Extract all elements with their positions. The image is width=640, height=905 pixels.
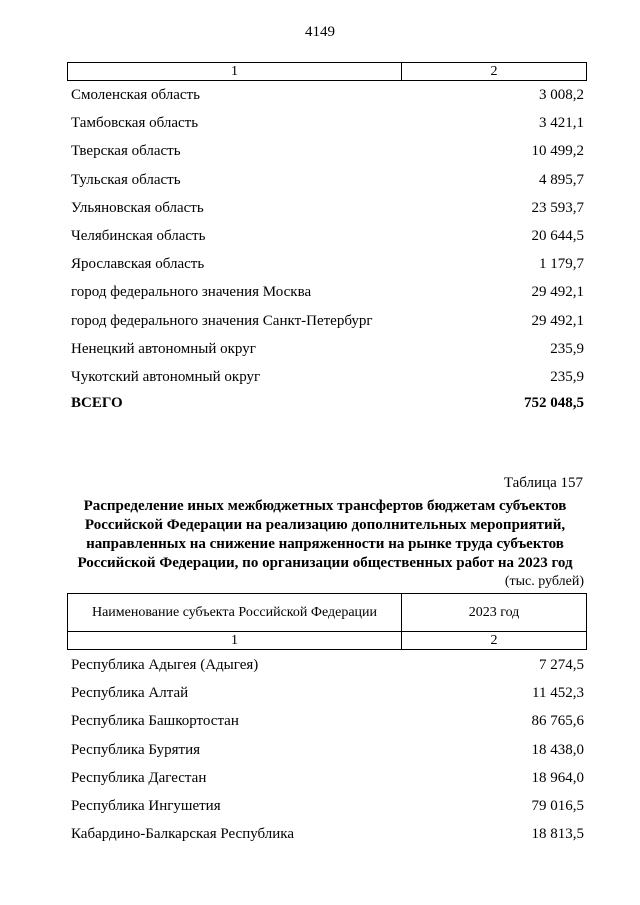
row-value: 23 593,7	[531, 199, 584, 216]
table-row	[71, 824, 584, 852]
row-value: 11 452,3	[532, 685, 584, 702]
row-name: Ненецкий автономный округ	[71, 340, 256, 357]
row-value: 29 492,1	[531, 312, 584, 329]
row-name: Республика Алтай	[71, 685, 189, 702]
row-name: Ярославская область	[71, 256, 205, 273]
row-value: 235,9	[550, 368, 584, 385]
row-name: Ульяновская область	[71, 199, 204, 216]
row-name: Республика Башкортостан	[71, 713, 239, 730]
row-name: Челябинская область	[71, 227, 206, 244]
table-row	[71, 796, 584, 824]
row-name: Смоленская область	[71, 87, 200, 103]
total-row	[71, 395, 584, 412]
table-row	[71, 254, 584, 282]
row-value: 3 008,2	[539, 87, 584, 103]
row-value: 1 179,7	[539, 256, 584, 273]
second-column-numbers	[67, 631, 587, 650]
row-value: 18 438,0	[531, 741, 584, 758]
table-row	[71, 339, 584, 367]
row-value: 235,9	[550, 340, 584, 357]
row-value: 7 274,5	[539, 657, 584, 673]
row-value: 18 964,0	[531, 769, 584, 786]
row-value: 29 492,1	[531, 284, 584, 301]
table-header	[67, 593, 587, 631]
row-name: Республика Адыгея (Адыгея)	[71, 657, 259, 673]
table-row	[71, 113, 584, 141]
row-name: Тульская область	[71, 171, 181, 188]
row-value: 10 499,2	[531, 143, 584, 160]
row-value: 79 016,5	[531, 797, 584, 814]
total-value: 752 048,5	[524, 395, 584, 411]
column-number-2: 2	[490, 633, 498, 648]
header-subject-name: Наименование субъекта Российской Федерации	[68, 594, 402, 631]
table-row	[71, 768, 584, 796]
table-title: Распределение иных межбюджетных трансфертов бюджетам субъектов Российской Федерации на реализацию дополнительных мероприятий, направленных на снижение напряженности на рынке труда субъектов Российской Федерации, по организации общественных работ на 2023 год	[77, 498, 573, 571]
row-name: город федерального значения Москва	[71, 284, 312, 301]
table-row	[71, 226, 584, 254]
table-row	[71, 655, 584, 683]
table-row	[71, 683, 584, 711]
table-row	[71, 282, 584, 310]
second-table-rows	[71, 655, 584, 852]
row-value: 20 644,5	[531, 227, 584, 244]
table-number: Таблица 157	[503, 475, 583, 491]
row-name: город федерального значения Санкт-Петербург	[71, 312, 373, 329]
row-name: Республика Бурятия	[71, 741, 201, 758]
table-row	[71, 711, 584, 739]
row-name: Тверская область	[71, 143, 181, 160]
row-value: 86 765,6	[531, 713, 584, 730]
column-number-2: 2	[490, 64, 498, 79]
page-number: 4149	[305, 24, 335, 40]
top-column-numbers	[67, 62, 587, 81]
row-value: 18 813,5	[531, 826, 584, 843]
table-row	[71, 198, 584, 226]
row-value: 4 895,7	[539, 171, 584, 188]
table-row	[71, 170, 584, 198]
top-table-rows	[71, 85, 584, 395]
row-name: Тамбовская область	[71, 115, 199, 132]
row-name: Кабардино-Балкарская Республика	[71, 826, 295, 843]
table-row	[71, 367, 584, 395]
column-number-1: 1	[68, 63, 402, 80]
total-label: ВСЕГО	[71, 395, 123, 411]
row-value: 3 421,1	[539, 115, 584, 132]
table-row	[71, 740, 584, 768]
row-name: Чукотский автономный округ	[71, 368, 261, 385]
header-year: 2023 год	[468, 604, 520, 620]
row-name: Республика Дагестан	[71, 769, 207, 786]
table-row	[71, 141, 584, 169]
row-name: Республика Ингушетия	[71, 797, 221, 814]
units-label: (тыс. рублей)	[504, 574, 584, 589]
column-number-1: 1	[68, 632, 402, 649]
table-row	[71, 311, 584, 339]
table-row	[71, 85, 584, 113]
